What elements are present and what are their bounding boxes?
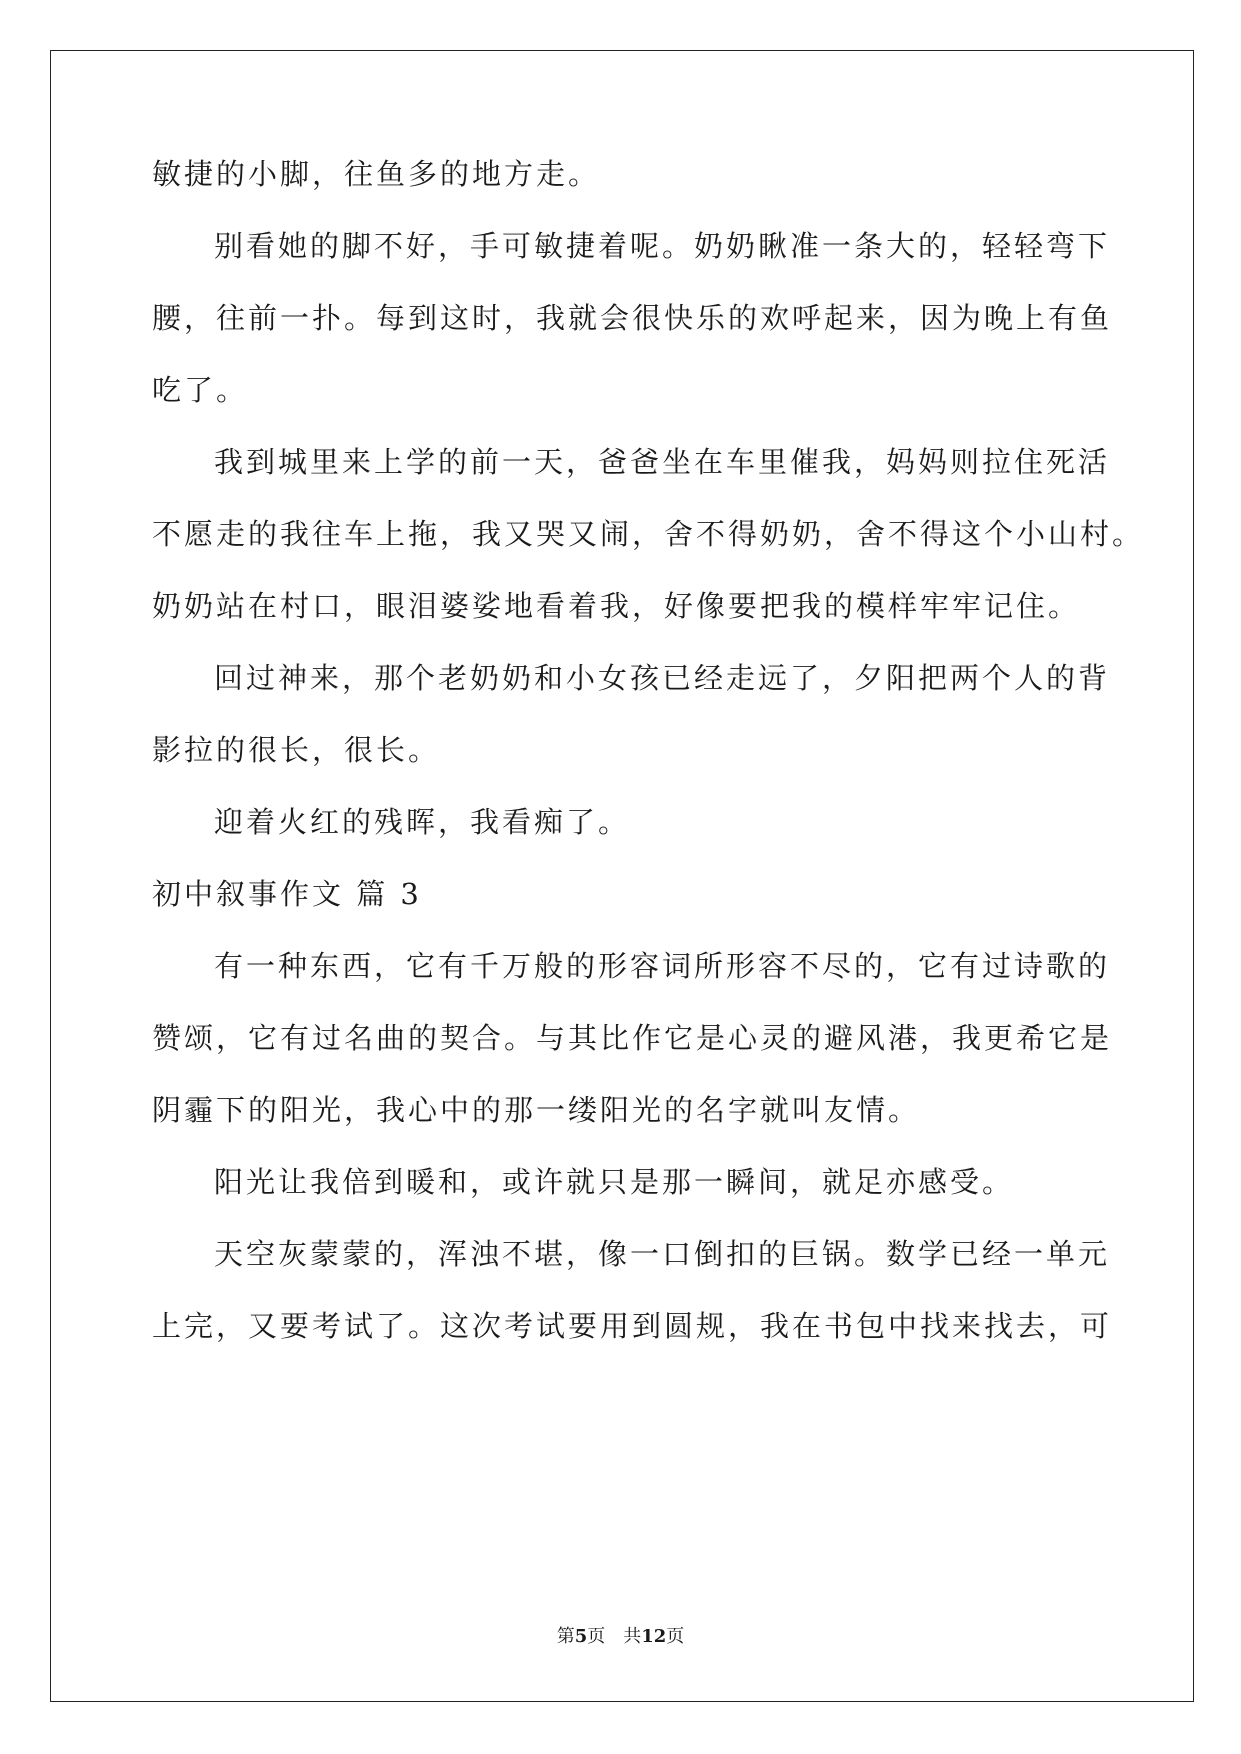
page-suffix: 页 — [587, 1626, 606, 1647]
text-line: 赞颂，它有过名曲的契合。与其比作它是心灵的避风港，我更希它是 — [152, 1021, 1113, 1055]
page-footer — [0, 1625, 1241, 1649]
text-line: 有一种东西，它有千万般的形容词所形容不尽的，它有过诗歌的 — [214, 949, 1111, 983]
section-heading: 初中叙事作文 篇 3 — [152, 877, 422, 911]
text-line: 我到城里来上学的前一天，爸爸坐在车里催我，妈妈则拉住死活 — [214, 445, 1111, 479]
text-line: 上完，又要考试了。这次考试要用到圆规，我在书包中找来找去，可 — [152, 1309, 1113, 1343]
text-line: 不愿走的我往车上拖，我又哭又闹，舍不得奶奶，舍不得这个小山村。 — [152, 517, 1145, 551]
total-pages: 12 — [641, 1626, 667, 1647]
total-suffix: 页 — [666, 1626, 685, 1647]
text-line: 迎着火红的残晖，我看痴了。 — [214, 805, 631, 839]
text-line: 腰，往前一扑。每到这时，我就会很快乐的欢呼起来，因为晚上有鱼 — [152, 301, 1113, 335]
text-line: 回过神来，那个老奶奶和小女孩已经走远了，夕阳把两个人的背 — [214, 661, 1111, 695]
text-line: 奶奶站在村口，眼泪婆娑地看着我，好像要把我的模样牢牢记住。 — [152, 589, 1081, 623]
text-line: 阴霾下的阳光，我心中的那一缕阳光的名字就叫友情。 — [152, 1093, 921, 1127]
text-line: 阳光让我倍到暖和，或许就只是那一瞬间，就足亦感受。 — [214, 1165, 1015, 1199]
page-prefix: 第 — [556, 1626, 575, 1647]
text-line: 天空灰蒙蒙的，浑浊不堪，像一口倒扣的巨锅。数学已经一单元 — [214, 1237, 1111, 1271]
text-line: 敏捷的小脚，往鱼多的地方走。 — [152, 157, 601, 191]
text-line: 影拉的很长，很长。 — [152, 733, 441, 767]
total-prefix: 共 — [623, 1626, 642, 1647]
text-line: 吃了。 — [152, 373, 249, 407]
text-line: 别看她的脚不好，手可敏捷着呢。奶奶瞅准一条大的，轻轻弯下 — [214, 229, 1111, 263]
page-number: 5 — [574, 1626, 588, 1647]
